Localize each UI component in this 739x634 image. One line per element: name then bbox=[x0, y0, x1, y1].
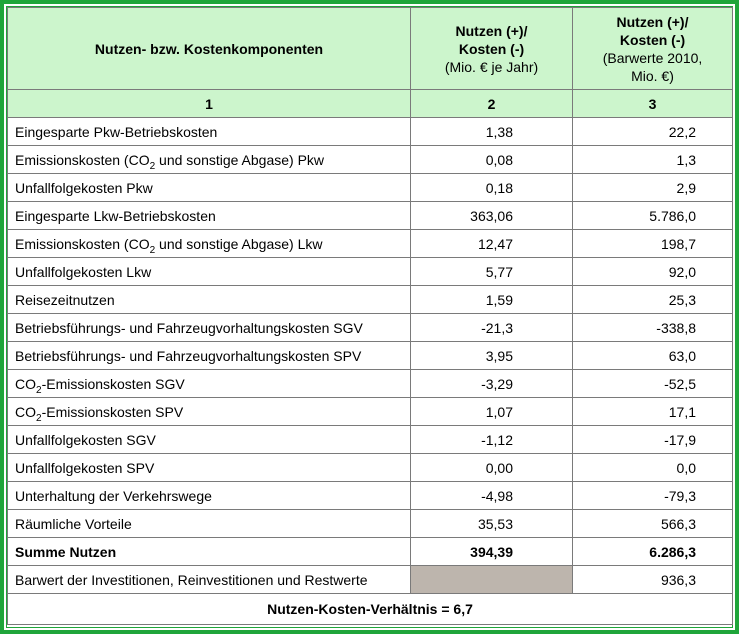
annual-value: -1,12 bbox=[411, 426, 573, 454]
column-number-3: 3 bbox=[573, 90, 733, 118]
summe-label: Summe Nutzen bbox=[8, 538, 411, 566]
row-label: $CO_2$-Emissionskosten SPV bbox=[8, 398, 411, 426]
header-row bbox=[8, 8, 733, 90]
present-value: 63,0 bbox=[573, 342, 733, 370]
annual-value: -21,3 bbox=[411, 314, 573, 342]
row-label: Emissionskosten ($CO_2$ und sonstige Abgase) Lkw bbox=[8, 230, 411, 258]
row-label: Unfallfolgekosten SPV bbox=[8, 454, 411, 482]
annual-value: 1,07 bbox=[411, 398, 573, 426]
table-row bbox=[8, 146, 733, 174]
table-row bbox=[8, 342, 733, 370]
header-annual bbox=[411, 8, 573, 90]
present-value: 25,3 bbox=[573, 286, 733, 314]
header-pv-line3: (Barwerte 2010, bbox=[602, 49, 703, 66]
barwert-row bbox=[8, 566, 733, 594]
row-label: Eingesparte Lkw-Betriebskosten bbox=[8, 202, 411, 230]
annual-value: -3,29 bbox=[411, 370, 573, 398]
table-row bbox=[8, 370, 733, 398]
row-label: $CO_2$-Emissionskosten SGV bbox=[8, 370, 411, 398]
annual-value: 363,06 bbox=[411, 202, 573, 230]
present-value: 5.786,0 bbox=[573, 202, 733, 230]
present-value: -338,8 bbox=[573, 314, 733, 342]
annual-value: 0,18 bbox=[411, 174, 573, 202]
table-row bbox=[8, 202, 733, 230]
table-row bbox=[8, 258, 733, 286]
table-row bbox=[8, 398, 733, 426]
annual-value: 0,00 bbox=[411, 454, 573, 482]
column-number-2: 2 bbox=[411, 90, 573, 118]
summe-annual-value: 394,39 bbox=[411, 538, 573, 566]
header-pv-line1: Nutzen (+)/ bbox=[616, 13, 689, 30]
table-row bbox=[8, 286, 733, 314]
annual-value: 35,53 bbox=[411, 510, 573, 538]
present-value: 566,3 bbox=[573, 510, 733, 538]
annual-value: 3,95 bbox=[411, 342, 573, 370]
row-label: Unfallfolgekosten Pkw bbox=[8, 174, 411, 202]
table-row bbox=[8, 426, 733, 454]
column-number-row bbox=[8, 90, 733, 118]
table-row bbox=[8, 118, 733, 146]
annual-value: 1,59 bbox=[411, 286, 573, 314]
present-value: -17,9 bbox=[573, 426, 733, 454]
summe-row bbox=[8, 538, 733, 566]
annual-value: 1,38 bbox=[411, 118, 573, 146]
annual-value: 12,47 bbox=[411, 230, 573, 258]
row-label: Unfallfolgekosten Lkw bbox=[8, 258, 411, 286]
row-label: Emissionskosten ($CO_2$ und sonstige Abgase) Pkw bbox=[8, 146, 411, 174]
present-value: 198,7 bbox=[573, 230, 733, 258]
benefit-cost-ratio: Nutzen-Kosten-Verhältnis = 6,7 bbox=[8, 594, 733, 625]
row-label: Unterhaltung der Verkehrswege bbox=[8, 482, 411, 510]
header-annual-line2: Kosten (-) bbox=[458, 40, 525, 57]
row-label: Räumliche Vorteile bbox=[8, 510, 411, 538]
table-row bbox=[8, 454, 733, 482]
row-label: Unfallfolgekosten SGV bbox=[8, 426, 411, 454]
annual-value: 0,08 bbox=[411, 146, 573, 174]
row-label: Betriebsführungs- und Fahrzeugvorhaltungskosten SPV bbox=[8, 342, 411, 370]
header-annual-line1: Nutzen (+)/ bbox=[455, 22, 528, 39]
barwert-label: Barwert der Investitionen, Reinvestitionen und Restwerte bbox=[8, 566, 411, 594]
present-value: 17,1 bbox=[573, 398, 733, 426]
header-annual-unit: (Mio. € je Jahr) bbox=[444, 58, 539, 75]
present-value: 92,0 bbox=[573, 258, 733, 286]
cost-benefit-table bbox=[7, 7, 733, 625]
present-value: 1,3 bbox=[573, 146, 733, 174]
ratio-row bbox=[8, 594, 733, 625]
present-value: 0,0 bbox=[573, 454, 733, 482]
annual-value: 5,77 bbox=[411, 258, 573, 286]
summe-present-value: 6.286,3 bbox=[573, 538, 733, 566]
row-label: Betriebsführungs- und Fahrzeugvorhaltungskosten SGV bbox=[8, 314, 411, 342]
present-value: 22,2 bbox=[573, 118, 733, 146]
row-label: Reisezeitnutzen bbox=[8, 286, 411, 314]
present-value: 2,9 bbox=[573, 174, 733, 202]
barwert-present-value: 936,3 bbox=[573, 566, 733, 594]
table-row bbox=[8, 230, 733, 258]
header-components: Nutzen- bzw. Kostenkomponenten bbox=[8, 8, 411, 90]
row-label: Eingesparte Pkw-Betriebskosten bbox=[8, 118, 411, 146]
table-row bbox=[8, 482, 733, 510]
table-row bbox=[8, 314, 733, 342]
present-value: -52,5 bbox=[573, 370, 733, 398]
header-pv-line4: Mio. €) bbox=[631, 67, 674, 84]
header-pv-line2: Kosten (-) bbox=[619, 31, 686, 48]
table-row bbox=[8, 510, 733, 538]
column-number-1: 1 bbox=[8, 90, 411, 118]
present-value: -79,3 bbox=[573, 482, 733, 510]
barwert-empty-cell bbox=[411, 566, 573, 594]
table-row bbox=[8, 174, 733, 202]
header-present-value bbox=[573, 8, 733, 90]
annual-value: -4,98 bbox=[411, 482, 573, 510]
